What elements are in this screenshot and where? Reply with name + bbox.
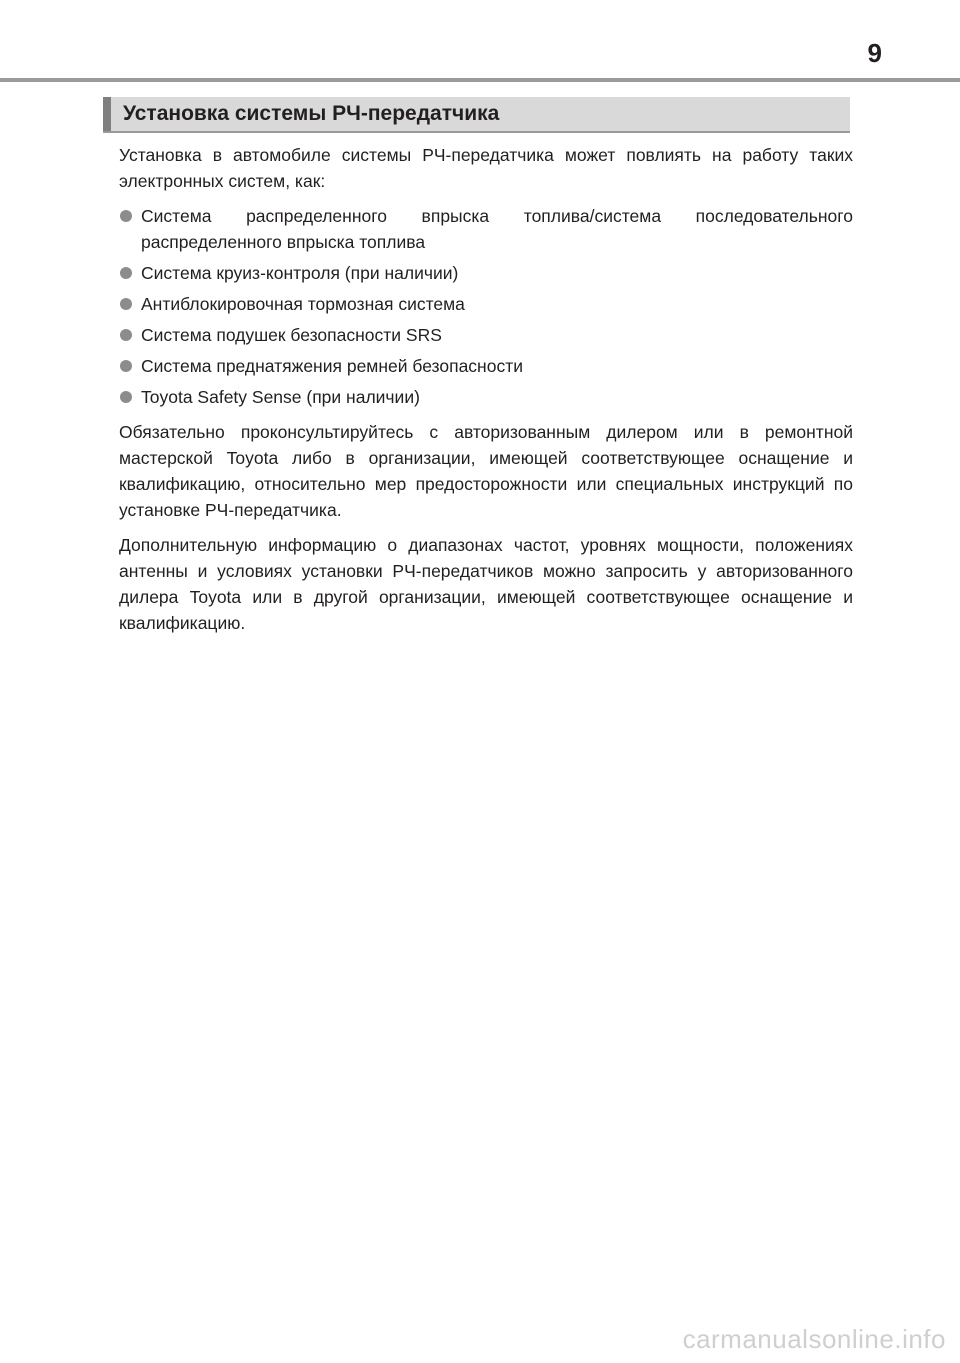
list-item-text: Система преднатяжения ремней безопасности xyxy=(141,356,523,376)
list-item xyxy=(119,260,853,286)
additional-info-paragraph: Дополнительную информацию о диапазонах частот, уровнях мощности, положениях антенны и условиях установки РЧ-передатчиков можно запросить у авторизованного дилера Toyota или в другой организации, имеющей соответствующее оснащение и квалификацию. xyxy=(119,535,853,633)
main-content xyxy=(119,142,853,645)
section-accent-bar xyxy=(103,97,111,131)
watermark-text: carmanualsonline.info xyxy=(682,1324,946,1354)
bullet-dot-icon xyxy=(120,210,132,222)
list-item-text: Система подушек безопасности SRS xyxy=(141,325,442,345)
consultation-paragraph: Обязательно проконсультируйтесь с авторизованным дилером или в ремонтной мастерской Toyota либо в организации, имеющей соответствующее оснащение и квалификацию, относительно мер предосторожности или специальных инструкций по установке РЧ-передатчика. xyxy=(119,422,853,520)
bullet-dot-icon xyxy=(120,298,132,310)
list-item-text: Система распределенного впрыска топлива/система последовательного распределенного впрыска топлива xyxy=(141,206,853,252)
section-header xyxy=(103,97,850,133)
bullet-dot-icon xyxy=(120,267,132,279)
list-item xyxy=(119,322,853,348)
intro-paragraph: Установка в автомобиле системы РЧ-передатчика может повлиять на работу таких электронных систем, как: xyxy=(119,145,853,191)
page-number: 9 xyxy=(867,38,882,68)
list-item xyxy=(119,353,853,379)
bullet-dot-icon xyxy=(120,329,132,341)
affected-systems-list xyxy=(119,203,853,410)
list-item-text: Система круиз-контроля (при наличии) xyxy=(141,263,459,283)
list-item-text: Антиблокировочная тормозная система xyxy=(141,294,465,314)
list-item xyxy=(119,384,853,410)
bullet-dot-icon xyxy=(120,391,132,403)
list-item-text: Toyota Safety Sense (при наличии) xyxy=(141,387,420,407)
section-title: Установка системы РЧ-передатчика xyxy=(123,102,500,125)
bullet-dot-icon xyxy=(120,360,132,372)
list-item xyxy=(119,203,853,255)
list-item xyxy=(119,291,853,317)
top-divider xyxy=(0,78,960,82)
